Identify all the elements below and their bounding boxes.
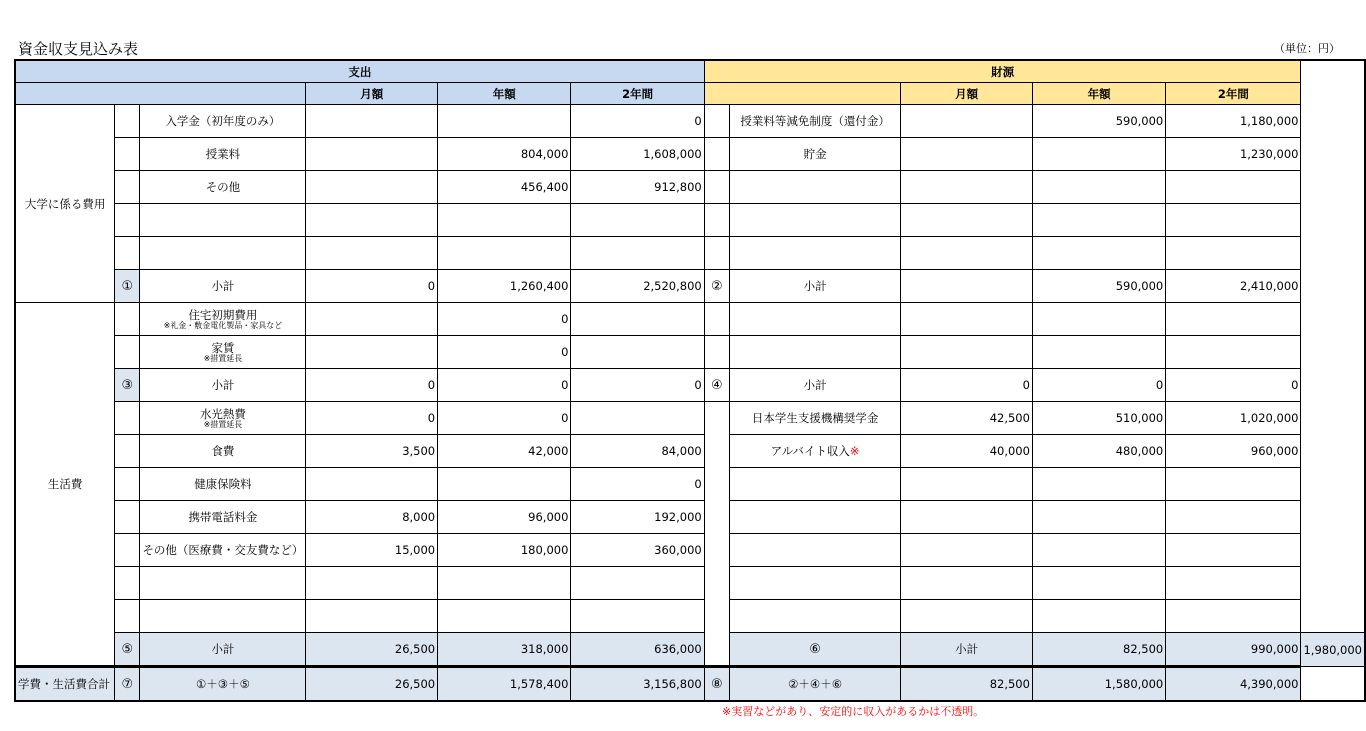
- expense-two-year: 2,520,800: [571, 270, 704, 303]
- expense-two-year: 636,000: [571, 633, 704, 667]
- expense-label-header: [15, 83, 306, 105]
- subtotal-row: [15, 369, 1365, 402]
- expense-label: 携帯電話料金: [140, 501, 306, 534]
- expense-monthly: [306, 138, 438, 171]
- header-row-2: [15, 83, 1365, 105]
- table-row: [15, 600, 1365, 633]
- expense-yearly: 1,260,400: [438, 270, 571, 303]
- income-two-year: 1,230,000: [1166, 138, 1301, 171]
- income-yearly: 1,580,000: [1032, 667, 1165, 702]
- expense-yearly-header: 年額: [438, 83, 571, 105]
- table-row: [15, 204, 1365, 237]
- income-two-year: 0: [1166, 369, 1301, 402]
- income-label: ②＋④＋⑥: [729, 667, 900, 702]
- expense-label: 小計: [140, 369, 306, 402]
- income-monthly: 42,500: [901, 402, 1033, 435]
- income-two-year-header: 2年間: [1166, 83, 1301, 105]
- table-row: [15, 501, 1365, 534]
- income-yearly: 590,000: [1032, 105, 1165, 138]
- expense-yearly: 0: [438, 303, 571, 336]
- table-row: [15, 435, 1365, 468]
- circled-number: ③: [115, 369, 140, 402]
- income-header: 財源: [704, 60, 1301, 83]
- expense-label: 水光熱費: [199, 406, 246, 421]
- expense-two-year: 360,000: [571, 534, 704, 567]
- expense-two-year: [571, 402, 704, 435]
- page-title: 資金収支見込み表: [18, 40, 139, 58]
- income-two-year: 1,020,000: [1166, 402, 1301, 435]
- table-row: [15, 171, 1365, 204]
- expense-label: 授業料: [140, 138, 306, 171]
- expense-monthly: 15,000: [306, 534, 438, 567]
- expense-two-year: 0: [571, 468, 704, 501]
- expense-monthly: 26,500: [306, 667, 438, 702]
- subtotal-row: [15, 270, 1365, 303]
- expense-yearly: 180,000: [438, 534, 571, 567]
- unit-label: （単位：円）: [1274, 42, 1340, 55]
- income-monthly: 40,000: [901, 435, 1033, 468]
- subtotal-row: [15, 633, 1365, 667]
- group-total: 学費・生活費合計: [15, 667, 115, 702]
- income-yearly-header: 年額: [1032, 83, 1165, 105]
- circled-number: ①: [115, 270, 140, 303]
- income-monthly: [901, 138, 1033, 171]
- income-label: 日本学生支援機構奨学金: [729, 402, 900, 435]
- expense-two-year: [571, 303, 704, 336]
- income-yearly: 510,000: [1032, 402, 1165, 435]
- expense-yearly: 804,000: [438, 138, 571, 171]
- expense-two-year: 3,156,800: [571, 667, 704, 702]
- expense-monthly: [306, 105, 438, 138]
- expense-note: ※措置延長: [203, 353, 243, 363]
- expense-label: 住宅初期費用: [188, 307, 258, 322]
- income-yearly: 0: [1032, 369, 1165, 402]
- total-row: [15, 667, 1365, 702]
- note-mark: ※: [849, 444, 860, 458]
- expense-label: 食費: [140, 435, 306, 468]
- expense-two-year: 0: [571, 105, 704, 138]
- income-monthly: [901, 105, 1033, 138]
- expense-yearly: 1,578,400: [438, 667, 571, 702]
- expense-label: 小計: [140, 270, 306, 303]
- expense-label: ①＋③＋⑤: [140, 667, 306, 702]
- table-row: [15, 237, 1365, 270]
- expense-monthly: 8,000: [306, 501, 438, 534]
- circled-number: ⑤: [115, 633, 140, 667]
- expense-two-year-header: 2年間: [571, 83, 704, 105]
- group-living: 生活費: [15, 303, 115, 667]
- income-label-header: [704, 83, 901, 105]
- income-label: 小計: [729, 270, 900, 303]
- expense-monthly: 3,500: [306, 435, 438, 468]
- income-yearly: 990,000: [1166, 633, 1301, 667]
- income-label: アルバイト収入: [770, 444, 850, 458]
- group-university: 大学に係る費用: [15, 105, 115, 303]
- income-monthly: 82,500: [1032, 633, 1165, 667]
- expense-two-year: 192,000: [571, 501, 704, 534]
- expense-monthly: 0: [306, 369, 438, 402]
- table-row: [15, 138, 1365, 171]
- circled-number: ⑦: [115, 667, 140, 702]
- income-label: 小計: [729, 369, 900, 402]
- expense-label: 小計: [140, 633, 306, 667]
- circled-number: ②: [704, 270, 729, 303]
- income-label: 授業料等減免制度（還付金）: [729, 105, 900, 138]
- expense-yearly: 0: [438, 402, 571, 435]
- header-row-1: [15, 60, 1365, 83]
- expense-label: その他（医療費・交友費など）: [140, 534, 306, 567]
- expense-note: ※礼金・敷金電化製品・家具など: [163, 320, 283, 330]
- income-monthly: 0: [901, 369, 1033, 402]
- income-yearly: 480,000: [1032, 435, 1165, 468]
- expense-yearly: 96,000: [438, 501, 571, 534]
- expense-note: ※措置延長: [203, 419, 243, 429]
- expense-two-year: 84,000: [571, 435, 704, 468]
- budget-table: [14, 59, 1366, 702]
- expense-label: その他: [140, 171, 306, 204]
- expense-two-year: 0: [571, 369, 704, 402]
- expense-two-year: [571, 336, 704, 369]
- table-row: [15, 468, 1365, 501]
- table-row: [15, 336, 1365, 369]
- expense-yearly: [438, 468, 571, 501]
- expense-yearly: 318,000: [438, 633, 571, 667]
- circled-number: ⑥: [729, 633, 900, 667]
- income-monthly: [901, 270, 1033, 303]
- footnote: ※実習などがあり、安定的に収入があるかは不透明。: [722, 705, 985, 718]
- expense-header: 支出: [15, 60, 704, 83]
- table-row: [15, 303, 1365, 336]
- income-two-year: 2,410,000: [1166, 270, 1301, 303]
- circled-number: ④: [704, 369, 729, 402]
- table-row: [15, 534, 1365, 567]
- expense-label: 家賃: [211, 340, 235, 355]
- expense-yearly: [438, 105, 571, 138]
- expense-monthly: [306, 303, 438, 336]
- income-monthly-header: 月額: [901, 83, 1033, 105]
- expense-monthly: 0: [306, 402, 438, 435]
- expense-monthly: [306, 468, 438, 501]
- income-two-year: 1,980,000: [1301, 633, 1365, 667]
- income-two-year: 960,000: [1166, 435, 1301, 468]
- expense-two-year: 1,608,000: [571, 138, 704, 171]
- income-label: 貯金: [729, 138, 900, 171]
- expense-yearly: 0: [438, 336, 571, 369]
- expense-two-year: 912,800: [571, 171, 704, 204]
- income-monthly: 82,500: [901, 667, 1033, 702]
- table-row: [15, 567, 1365, 600]
- expense-label: 健康保険料: [140, 468, 306, 501]
- income-label: 小計: [901, 633, 1033, 667]
- income-yearly: [1032, 138, 1165, 171]
- expense-monthly-header: 月額: [306, 83, 438, 105]
- expense-yearly: 456,400: [438, 171, 571, 204]
- expense-label: 入学金（初年度のみ）: [140, 105, 306, 138]
- expense-yearly: 0: [438, 369, 571, 402]
- expense-monthly: 0: [306, 270, 438, 303]
- expense-monthly: [306, 171, 438, 204]
- expense-yearly: 42,000: [438, 435, 571, 468]
- income-yearly: 590,000: [1032, 270, 1165, 303]
- table-row: [15, 402, 1365, 435]
- expense-monthly: 26,500: [306, 633, 438, 667]
- circled-number: ⑧: [704, 667, 729, 702]
- income-two-year: 4,390,000: [1166, 667, 1301, 702]
- income-two-year: 1,180,000: [1166, 105, 1301, 138]
- table-row: [15, 105, 1365, 138]
- expense-monthly: [306, 336, 438, 369]
